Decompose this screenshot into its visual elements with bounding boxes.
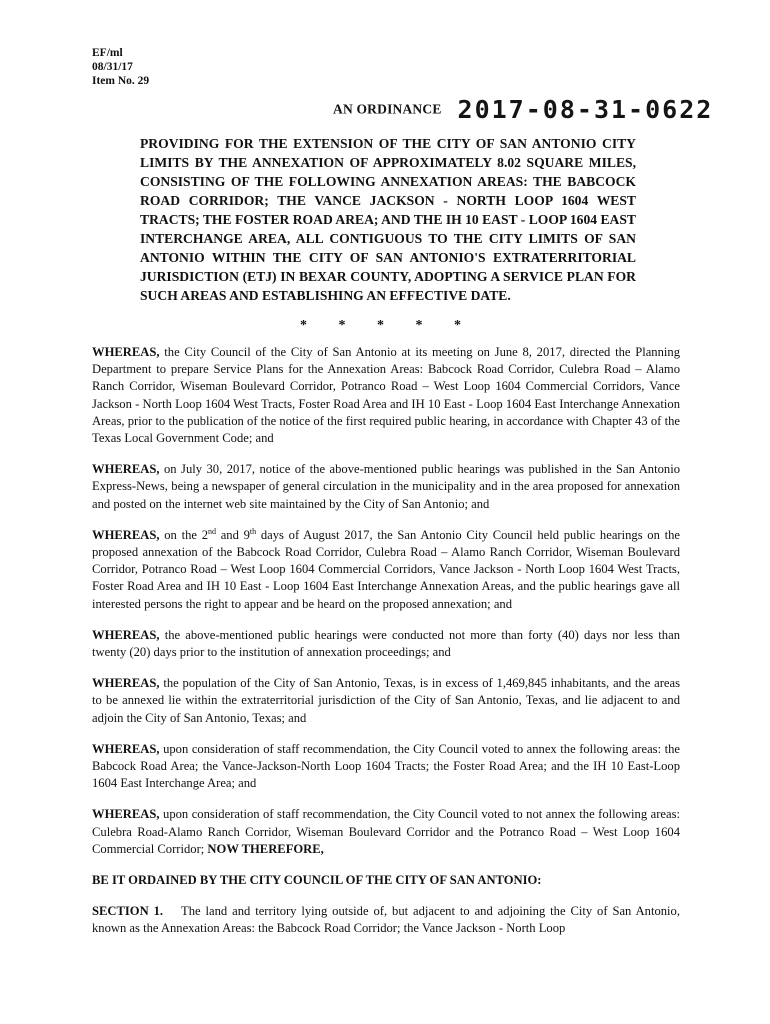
- document-header: [92, 46, 149, 88]
- item-number: Item No. 29: [92, 75, 150, 87]
- whereas-text: on the: [159, 527, 202, 542]
- whereas-text: upon consideration of staff recommendation, the City Council voted to annex the following areas: the Babcock Road Area; the Vance-Jackson-North Loop 1604 Tracts; the Foster Road Area; and the IH 10 East-Loop 1604 East Interchange Area; and: [92, 741, 680, 791]
- whereas-label: WHEREAS,: [92, 345, 160, 359]
- whereas-paragraph: [92, 344, 680, 447]
- ordinance-heading: [333, 95, 713, 124]
- whereas-label: WHEREAS,: [92, 462, 160, 477]
- whereas-paragraph: [92, 675, 680, 727]
- document-date: 08/31/17: [92, 61, 133, 73]
- ordinance-label: AN ORDINANCE: [333, 101, 442, 117]
- ordinance-title: PROVIDING FOR THE EXTENSION OF THE CITY OF SAN ANTONIO CITY LIMITS BY THE ANNEXATION OF APPROXIMATELY 8.02 SQUARE MILES, CONSISTING OF THE FOLLOWING ANNEXATION AREAS: THE BABCOCK ROAD CORRIDOR; THE VANCE JACKSON - NORTH LOOP 1604 WEST TRACTS; THE FOSTER ROAD AREA; AND THE IH 10 EAST - LOOP 1604 EAST INTERCHANGE AREA, ALL CONTIGUOUS TO THE CITY LIMITS OF SAN ANTONIO WITHIN THE CITY OF SAN ANTONIO'S EXTRATERRITORIAL JURISDICTION (ETJ) IN BEXAR COUNTY, ADOPTING A SERVICE PLAN FOR SUCH AREAS AND ESTABLISHING AN EFFECTIVE DATE.: [140, 136, 636, 303]
- section-1-paragraph: [92, 903, 680, 937]
- separator-stars: * * * * *: [300, 318, 475, 333]
- section-1-label: SECTION 1.: [92, 904, 164, 919]
- ordained-clause: BE IT ORDAINED BY THE CITY COUNCIL OF THE CITY OF SAN ANTONIO:: [92, 873, 542, 888]
- whereas-label: WHEREAS,: [92, 527, 160, 542]
- whereas-label: WHEREAS,: [92, 627, 160, 642]
- hearing-day-2: 9: [243, 527, 250, 542]
- whereas-paragraph: [92, 461, 680, 513]
- whereas-paragraph: [92, 527, 680, 613]
- hearing-day-1: 2: [201, 527, 208, 542]
- whereas-text: the population of the City of San Antonio, Texas, is in excess of 1,469,845 inhabitants, and the areas to be annexed lie within the extraterritorial jurisdiction of the City of San Antonio, Texas, and lie adjacent to and adjoin the City of San Antonio, Texas; and: [92, 676, 680, 725]
- whereas-paragraph: [92, 627, 680, 661]
- whereas-text: the City Council of the City of San Antonio at its meeting on June 8, 2017, directed the Planning Department to prepare Service Plans for the Annexation Areas: Babcock Road Corridor, Culebra Road – Alamo Ranch Corridor, Wiseman Boulevard Corridor, Potranco Road – West Loop 1604 Commercial Corridors, Vance Jackson - North Loop 1604 West Tracts, Foster Road Area and IH 10 East - Loop 1604 East Interchange Annexation Areas, prior to the publication of the notice of the first required public hearing, in accordance with Chapter 43 of the Texas Local Government Code; and: [92, 345, 680, 446]
- ordinal-suffix: th: [249, 526, 257, 536]
- whereas-text: the above-mentioned public hearings were conducted not more than forty (40) days nor less than twenty (20) days prior to the institution of annexation proceedings; and: [92, 627, 680, 660]
- whereas-paragraph: [92, 741, 680, 793]
- ordinal-suffix: nd: [207, 526, 216, 536]
- whereas-text: days of August 2017, the San Antonio City Council held public hearings on the proposed annexation of the Babcock Road Corridor, Culebra Road – Alamo Ranch Corridor, Wiseman Boulevard Corridor, Potranco Road – West Loop 1604 Commercial Corridors, Vance Jackson - North Loop 1604 West Tracts, Foster Road Area and IH 10 East - Loop 1604 East Interchange Annexation Areas, and the public hearings gave all interested persons the right to appear and be heard on the proposed annexation; and: [92, 527, 681, 611]
- now-therefore: NOW THEREFORE,: [207, 841, 324, 856]
- whereas-text: upon consideration of staff recommendation, the City Council voted to not annex the following areas: Culebra Road-Alamo Ranch Corridor, Wiseman Boulevard Corridor and the Potranco Road – West Loop 1604 Commercial Corridor;: [92, 807, 680, 856]
- whereas-text: on July 30, 2017, notice of the above-mentioned public hearings was published in the San Antonio Express-News, being a newspaper of general circulation in the municipality and in the area proposed for annexation and posted on the internet web site maintained by the City of San Antonio; and: [92, 462, 680, 511]
- whereas-label: WHEREAS,: [92, 741, 160, 756]
- ordinance-number-stamp: 2017-08-31-0622: [457, 95, 714, 124]
- author-initials: EF/ml: [92, 47, 123, 59]
- whereas-text: and: [215, 527, 244, 542]
- ordinance-body: [92, 344, 680, 952]
- whereas-label: WHEREAS,: [92, 676, 160, 691]
- section-1-text: The land and territory lying outside of, but adjacent to and adjoining the City of San Antonio, known as the Annexation Areas: the Babcock Road Corridor; the Vance Jackson - North Loop: [92, 904, 680, 936]
- whereas-paragraph: [92, 806, 680, 858]
- whereas-label: WHEREAS,: [92, 807, 160, 822]
